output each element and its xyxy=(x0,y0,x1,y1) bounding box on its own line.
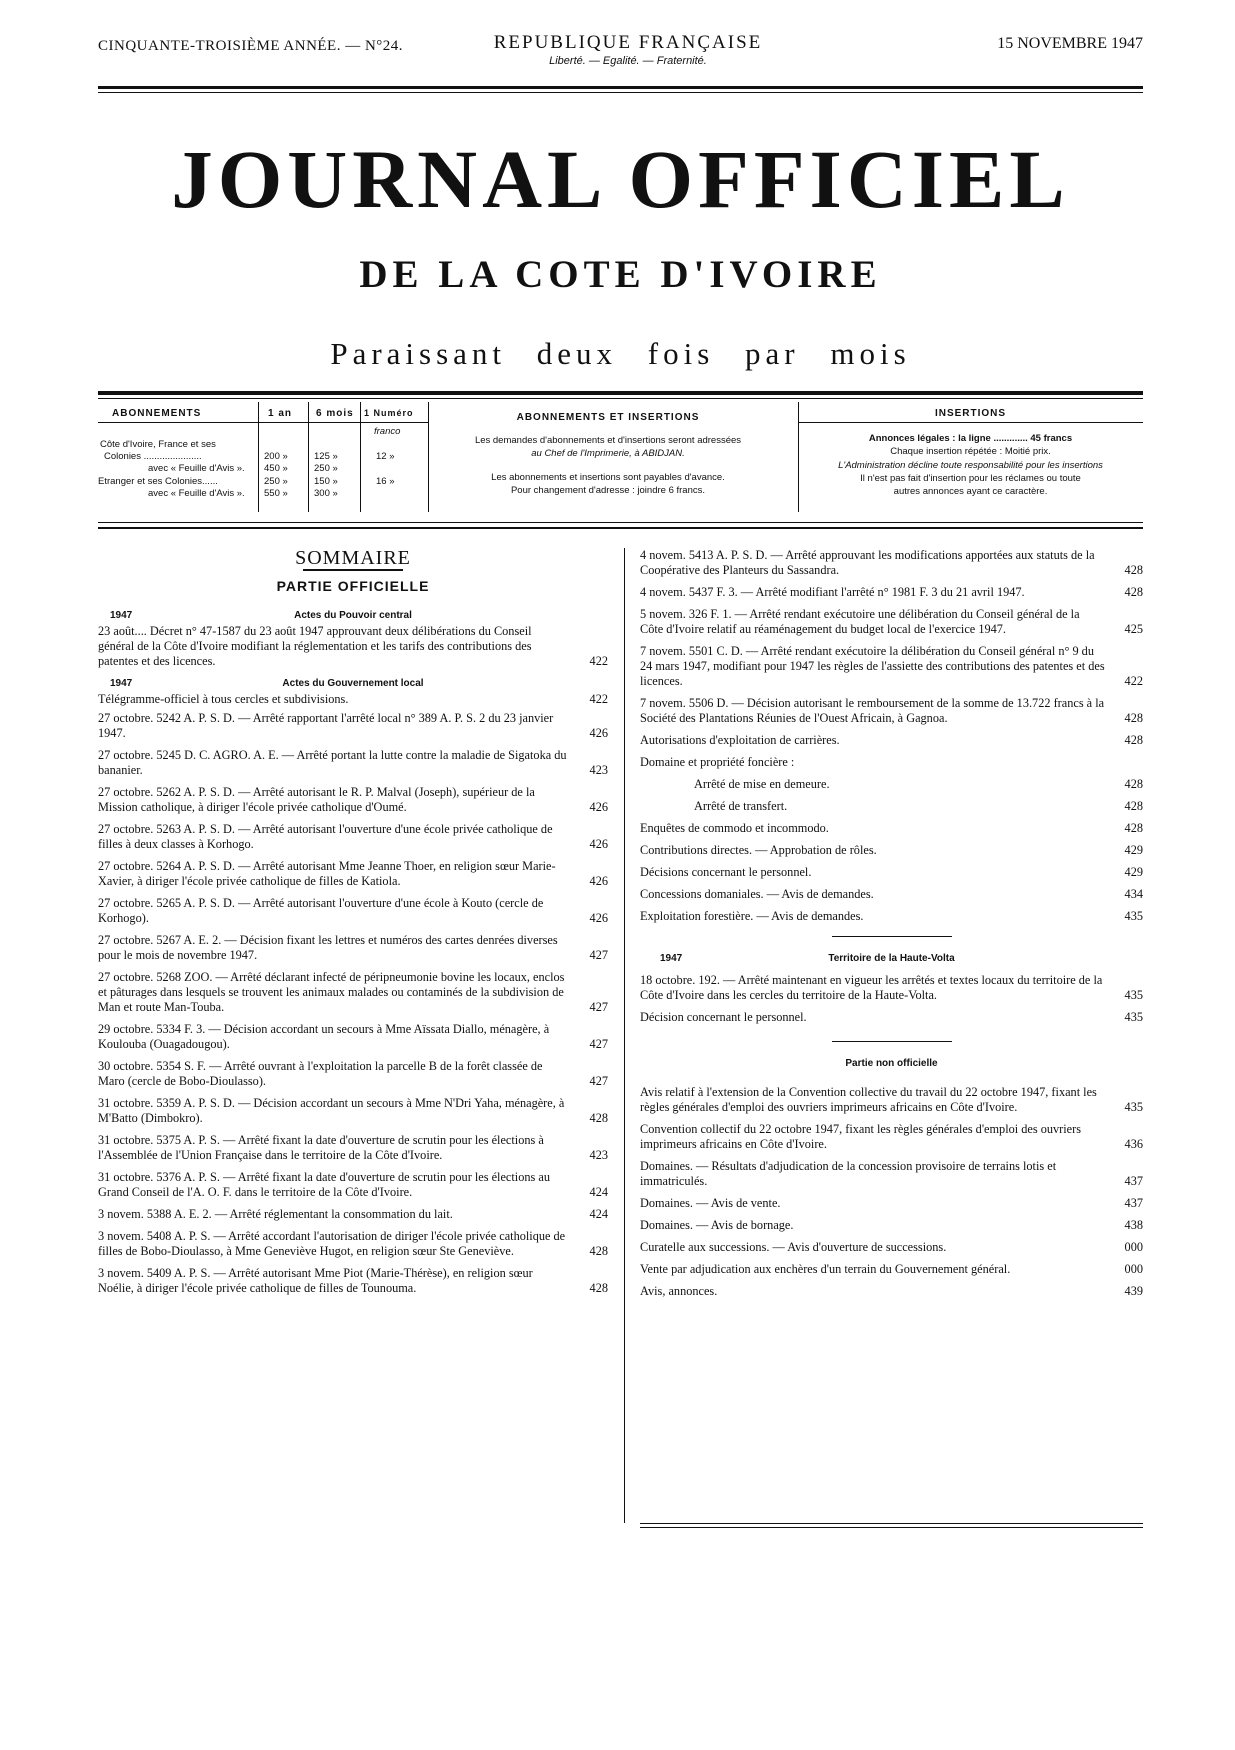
page-number: 422 xyxy=(589,692,608,706)
tarif-cell: 450 » xyxy=(264,463,288,474)
entry-text: 5264 A. P. S. D. — Arrêté autorisant Mme Jeanne Thoer, en religion sœur Marie-Xavier, à diriger l'école privée catholique de filles de Katiola. xyxy=(98,859,556,888)
toc-item xyxy=(640,865,1143,880)
section-divider xyxy=(832,936,952,937)
tarif-row-label: avec « Feuille d'Avis ». xyxy=(148,463,245,474)
tarif-cell: 125 » xyxy=(314,451,338,462)
toc-item-text: Avis, annonces. xyxy=(640,1284,718,1298)
page-number: 423 xyxy=(589,1148,608,1162)
entry-text: Décret n° 47-1587 du 23 août 1947 approuvant deux délibérations du Conseil général de la Côte d'Ivoire modifiant la réglementation et les tarifs des contributions des patentes et des licences. xyxy=(98,624,532,668)
toc-item-text: Autorisations d'exploitation de carrières. xyxy=(640,733,840,747)
page-number: 426 xyxy=(589,800,608,814)
page-number: 426 xyxy=(589,911,608,925)
page-number: 435 xyxy=(1124,909,1143,923)
toc-item-text: Vente par adjudication aux enchères d'un terrain du Gouvernement général. xyxy=(640,1262,1011,1276)
toc-item-text: Curatelle aux successions. — Avis d'ouverture de successions. xyxy=(640,1240,947,1254)
toc-entry xyxy=(98,896,608,926)
journal-subtitle: DE LA COTE D'IVOIRE xyxy=(359,253,882,296)
sommaire-underline xyxy=(303,569,403,571)
insertions-heading: INSERTIONS xyxy=(934,408,1007,419)
tarif-row-label: Etranger et ses Colonies...... xyxy=(98,476,218,487)
tarif-row-label: Colonies ...................... xyxy=(104,451,202,462)
toc-item xyxy=(640,909,1143,924)
insertion-line: Chaque insertion répétée : Moitié prix. xyxy=(890,446,1051,457)
page-number: 000 xyxy=(1124,1262,1143,1276)
entry-text: 5242 A. P. S. D. — Arrêté rapportant l'arrêté local n° 389 A. P. S. 2 du 23 janvier 1947. xyxy=(98,711,554,740)
top-rule-thin xyxy=(98,92,1143,93)
tarif-cell: 200 » xyxy=(264,451,288,462)
toc-item-text: Domaines. — Avis de bornage. xyxy=(640,1218,794,1232)
toc-item-text: Décision concernant le personnel. xyxy=(640,1010,807,1024)
entry-date: 7 novem. xyxy=(640,644,686,658)
entry-text: 5409 A. P. S. — Arrêté autorisant Mme Piot (Marie-Thérèse), en religion sœur Noélie, à diriger l'école privée catholique de filles de Tounouma. xyxy=(98,1266,533,1295)
toc-item-text: Arrêté de transfert. xyxy=(694,799,788,813)
entry-date: 31 octobre. xyxy=(98,1096,154,1110)
col-six-months: 6 mois xyxy=(316,408,354,419)
page-number: 428 xyxy=(1124,711,1143,725)
entry-text: 5413 A. P. S. D. — Arrêté approuvant les modifications apportées aux statuts de la Coopérative des Planteurs du Sassandra. xyxy=(640,548,1095,577)
entry-date: 18 octobre. xyxy=(640,973,696,987)
toc-entry xyxy=(640,548,1143,578)
table-bottom-rule xyxy=(98,522,1143,523)
toc-entry xyxy=(98,859,608,889)
tarif-cell: 300 » xyxy=(314,488,338,499)
toc-item xyxy=(640,1085,1143,1115)
page-number: 426 xyxy=(589,874,608,888)
toc-item xyxy=(640,1122,1143,1152)
journal-title: JOURNAL OFFICIEL xyxy=(171,133,1070,225)
toc-item-text: Concessions domaniales. — Avis de demandes. xyxy=(640,887,874,901)
toc-entry xyxy=(98,1229,608,1259)
page-number: 428 xyxy=(589,1281,608,1295)
entry-text: 5437 F. 3. — Arrêté modifiant l'arrêté n° 1981 F. 3 du 21 avril 1947. xyxy=(688,585,1025,599)
page-number: 435 xyxy=(1124,988,1143,1002)
toc-entry xyxy=(98,748,608,778)
toc-entry xyxy=(98,1059,608,1089)
page-number: 436 xyxy=(1124,1137,1143,1151)
section-year: 1947 xyxy=(110,610,133,621)
toc-item xyxy=(640,1262,1143,1277)
page-number: 437 xyxy=(1124,1174,1143,1188)
toc-item xyxy=(640,821,1143,836)
entry-text: 5506 D. — Décision autorisant le remboursement de la somme de 13.722 francs à la Société des Plantations Réunies de l'Ouest Africain, à Gagnoa. xyxy=(640,696,1105,725)
page-number: 423 xyxy=(589,763,608,777)
column-bottom-rule-2 xyxy=(640,1527,1143,1528)
toc-item-text: Enquêtes de commodo et incommodo. xyxy=(640,821,829,835)
partie-officielle-heading: PARTIE OFFICIELLE xyxy=(276,578,430,594)
toc-item-text: Avis relatif à l'extension de la Convention collective du travail du 22 octobre 1947, fixant les règles générales d'emploi des ouvriers imprimeurs africains en Côte d'Ivoire. xyxy=(640,1085,1097,1114)
page-number: 427 xyxy=(589,1037,608,1051)
page-number: 426 xyxy=(589,837,608,851)
section-year: 1947 xyxy=(660,953,683,964)
section-heading xyxy=(98,676,608,690)
toc-entry xyxy=(98,711,608,741)
insertion-line: Annonces légales : la ligne ............. 45 francs xyxy=(868,433,1073,444)
tarif-cell: 250 » xyxy=(314,463,338,474)
toc-entry xyxy=(98,1266,608,1296)
page-number: 428 xyxy=(589,1244,608,1258)
col-one-number: 1 Numéro xyxy=(364,408,414,418)
toc-entry xyxy=(640,585,1143,600)
section-divider xyxy=(832,1041,952,1042)
toc-entry xyxy=(98,933,608,963)
entry-text: 5267 A. E. 2. — Décision fixant les lettres et numéros des cartes denrées diverses pour le mois de novembre 1947. xyxy=(98,933,558,962)
entry-text: 5388 A. E. 2. — Arrêté réglementant la consommation du lait. xyxy=(146,1207,453,1221)
page-number: 428 xyxy=(589,1111,608,1125)
col-one-year: 1 an xyxy=(268,408,293,419)
section-title: Territoire de la Haute-Volta xyxy=(828,953,955,964)
masthead-rule-thick xyxy=(98,391,1143,395)
entry-text: 5245 D. C. AGRO. A. E. — Arrêté portant la lutte contre la maladie de Sigatoka du bananier. xyxy=(98,748,567,777)
page-number: 422 xyxy=(589,654,608,668)
page-number: 439 xyxy=(1124,1284,1143,1298)
section-title: Actes du Pouvoir central xyxy=(294,610,412,621)
entry-text: 326 F. 1. — Arrêté rendant exécutoire une délibération du Conseil général de la Côte d'Ivoire relatif au réaménagement du budget local de l'exercice 1947. xyxy=(640,607,1080,636)
page-number: 428 xyxy=(1124,585,1143,599)
toc-entry xyxy=(98,822,608,852)
entry-text: 5501 C. D. — Arrêté rendant exécutoire la délibération du Conseil général n° 9 du 24 mars 1947, modifiant pour 1947 les règles de l'assiette des contributions des patentes et des licences. xyxy=(640,644,1105,688)
toc-item xyxy=(640,777,1143,792)
toc-entry xyxy=(640,973,1143,1003)
entry-text: 5408 A. P. S. — Arrêté accordant l'autorisation de diriger l'école privée catholique de filles de Bobo-Dioulasso, à Mme Geneviève Hugot, en religion sœur Ste Geneviève. xyxy=(98,1229,566,1258)
republic-motto: Liberté. — Egalité. — Fraternité. xyxy=(549,55,707,67)
section-title: Actes du Gouvernement local xyxy=(282,678,424,689)
toc-item xyxy=(640,1218,1143,1233)
page-number: 435 xyxy=(1124,1010,1143,1024)
entry-text: 5354 S. F. — Arrêté ouvrant à l'exploitation la parcelle B de la forêt classée de Maro (cercle de Bobo-Dioulasso). xyxy=(98,1059,543,1088)
toc-item xyxy=(640,1010,1143,1025)
toc-item-text: Domaine et propriété foncière : xyxy=(640,755,795,769)
republic-name: REPUBLIQUE FRANÇAISE xyxy=(493,32,763,53)
toc-entry xyxy=(98,970,608,1015)
toc-entry xyxy=(98,1133,608,1163)
toc-entry xyxy=(98,1170,608,1200)
page-number: 435 xyxy=(1124,1100,1143,1114)
abonnements-heading: ABONNEMENTS xyxy=(112,408,202,419)
toc-item-text: Exploitation forestière. — Avis de demandes. xyxy=(640,909,864,923)
entry-text: 5263 A. P. S. D. — Arrêté autorisant l'ouverture d'une école privée catholique de filles à deux classes à Korhogo. xyxy=(98,822,553,851)
page-number: 427 xyxy=(589,948,608,962)
page-number: 429 xyxy=(1124,865,1143,879)
toc-item-text: Contributions directes. — Approbation de rôles. xyxy=(640,843,877,857)
page-number: 437 xyxy=(1124,1196,1143,1210)
info-line: Les abonnements et insertions sont payables d'avance. xyxy=(491,472,725,483)
page-number: 429 xyxy=(1124,843,1143,857)
abonnements-insertions-heading: ABONNEMENTS ET INSERTIONS xyxy=(516,412,700,423)
tarif-cell: 12 » xyxy=(376,451,395,462)
insertion-line: autres annonces ayant ce caractère. xyxy=(893,486,1048,497)
sommaire-left-column xyxy=(98,548,608,1303)
issue-date: 15 NOVEMBRE 1947 xyxy=(997,35,1143,52)
page-number: 000 xyxy=(1124,1240,1143,1254)
toc-item xyxy=(640,1240,1143,1255)
toc-item xyxy=(640,1196,1143,1211)
toc-entry xyxy=(98,1207,608,1222)
toc-item xyxy=(640,843,1143,858)
entry-date: 29 octobre. xyxy=(98,1022,154,1036)
entry-date: 4 novem. xyxy=(640,548,686,562)
info-line: au Chef de l'Imprimerie, à ABIDJAN. xyxy=(531,448,685,459)
entry-date: 27 octobre. xyxy=(98,970,154,984)
entry-text: 5334 F. 3. — Décision accordant un secours à Mme Aïssata Diallo, ménagère, à Koulouba (Ouagadougou). xyxy=(98,1022,550,1051)
toc-entry xyxy=(98,624,608,669)
entry-date: 31 octobre. xyxy=(98,1133,154,1147)
table-bottom-rule-thick xyxy=(98,527,1143,529)
entry-text: 192. — Arrêté maintenant en vigueur les arrêtés et textes locaux du territoire de la Côte d'Ivoire dans les cercles du territoire de la Haute-Volta. xyxy=(640,973,1103,1002)
toc-item xyxy=(640,733,1143,748)
partie-non-officielle-heading: Partie non officielle xyxy=(845,1058,938,1069)
sommaire-title: SOMMAIRE xyxy=(295,547,411,569)
entry-date: 27 octobre. xyxy=(98,896,154,910)
subscription-table xyxy=(98,402,1143,512)
entry-text: 5268 ZOO. — Arrêté déclarant infecté de péripneumonie bovine les locaux, enclos et pâturages dans lesquels se trouvent les animaux malades ou contaminés de la subdivision de Man et route Man-Touba. xyxy=(98,970,565,1014)
toc-entry xyxy=(98,1022,608,1052)
page-number: 428 xyxy=(1124,777,1143,791)
toc-item xyxy=(640,799,1143,814)
page-number: 428 xyxy=(1124,733,1143,747)
page-number: 427 xyxy=(589,1074,608,1088)
page-number: 434 xyxy=(1124,887,1143,901)
franco-label: franco xyxy=(374,426,401,437)
entry-date: 4 novem. xyxy=(640,585,686,599)
page-number: 428 xyxy=(1124,563,1143,577)
toc-item xyxy=(640,1284,1143,1299)
page-number: 428 xyxy=(1124,821,1143,835)
entry-text: 5265 A. P. S. D. — Arrêté autorisant l'ouverture d'une école à Kouto (cercle de Korhogo). xyxy=(98,896,544,925)
tarif-row-label: avec « Feuille d'Avis ». xyxy=(148,488,245,499)
tarif-row-label: Côte d'Ivoire, France et ses xyxy=(100,439,216,450)
page-number: 438 xyxy=(1124,1218,1143,1232)
toc-entry xyxy=(98,1096,608,1126)
entry-text: Télégramme-officiel à tous cercles et subdivisions. xyxy=(98,692,349,706)
info-line: Pour changement d'adresse : joindre 6 francs. xyxy=(510,485,706,496)
insertion-line: L'Administration décline toute responsabilité pour les insertions xyxy=(838,460,1103,471)
page-number: 427 xyxy=(589,1000,608,1014)
toc-item-text: Arrêté de mise en demeure. xyxy=(694,777,830,791)
column-divider xyxy=(624,548,625,1523)
tarif-cell: 16 » xyxy=(376,476,395,487)
entry-date: 27 octobre. xyxy=(98,859,154,873)
publication-frequency: Paraissant deux fois par mois xyxy=(330,336,911,371)
entry-date: 3 novem. xyxy=(98,1207,144,1221)
entry-date: 27 octobre. xyxy=(98,785,154,799)
entry-date: 27 octobre. xyxy=(98,711,154,725)
entry-date: 30 octobre. xyxy=(98,1059,154,1073)
section-year: 1947 xyxy=(110,678,133,689)
entry-text: 5375 A. P. S. — Arrêté fixant la date d'ouverture de scrutin pour les élections à l'Assemblée de l'Union Française dans le territoire de la Côte d'Ivoire. xyxy=(98,1133,544,1162)
toc-entry xyxy=(640,696,1143,726)
entry-date: 31 octobre. xyxy=(98,1170,154,1184)
toc-item-text: Domaines. — Résultats d'adjudication de la concession provisoire de terrains lotis et immatriculés. xyxy=(640,1159,1057,1188)
toc-entry xyxy=(640,644,1143,689)
entry-date: 7 novem. xyxy=(640,696,686,710)
entry-date: 23 août.... xyxy=(98,624,147,638)
issue-number: CINQUANTE-TROISIÈME ANNÉE. — N°24. xyxy=(98,38,404,54)
toc-item xyxy=(640,1159,1143,1189)
republic-block xyxy=(478,32,778,67)
toc-item xyxy=(640,755,1143,770)
page-number: 422 xyxy=(1124,674,1143,688)
masthead-rule-thin xyxy=(98,398,1143,399)
top-header xyxy=(98,32,1143,76)
section-heading xyxy=(640,951,1143,965)
entry-date: 5 novem. xyxy=(640,607,686,621)
tarif-cell: 250 » xyxy=(264,476,288,487)
entry-date: 27 octobre. xyxy=(98,933,154,947)
page-number: 424 xyxy=(589,1185,608,1199)
page-number: 424 xyxy=(589,1207,608,1221)
sommaire-right-column xyxy=(640,548,1143,1306)
entry-date: 27 octobre. xyxy=(98,822,154,836)
entry-text: 5359 A. P. S. D. — Décision accordant un secours à Mme N'Dri Yaha, ménagère, à M'Batto (Dimbokro). xyxy=(98,1096,565,1125)
info-line: Les demandes d'abonnements et d'insertions seront adressées xyxy=(474,435,742,446)
entry-date: 3 novem. xyxy=(98,1229,144,1243)
section-heading xyxy=(98,608,608,622)
toc-entry xyxy=(98,692,608,707)
toc-entry xyxy=(98,785,608,815)
entry-date: 3 novem. xyxy=(98,1266,144,1280)
toc-item-text: Décisions concernant le personnel. xyxy=(640,865,812,879)
insertion-line: Il n'est pas fait d'insertion pour les réclames ou toute xyxy=(860,473,1081,484)
toc-item xyxy=(640,887,1143,902)
page-number: 428 xyxy=(1124,799,1143,813)
entry-text: 5262 A. P. S. D. — Arrêté autorisant le R. P. Malval (Joseph), supérieur de la Mission catholique, à diriger l'école privée catholique d'Oumé. xyxy=(98,785,535,814)
toc-item-text: Domaines. — Avis de vente. xyxy=(640,1196,781,1210)
entry-text: 5376 A. P. S. — Arrêté fixant la date d'ouverture de scrutin pour les élections au Grand Conseil de l'A. O. F. dans le territoire de la Côte d'Ivoire. xyxy=(98,1170,550,1199)
tarif-cell: 150 » xyxy=(314,476,338,487)
page-number: 426 xyxy=(589,726,608,740)
toc-item-text: Convention collectif du 22 octobre 1947, fixant les règles générales d'emploi des ouvriers imprimeurs africains en Côte d'Ivoire. xyxy=(640,1122,1082,1151)
tarif-cell: 550 » xyxy=(264,488,288,499)
page-number: 425 xyxy=(1124,622,1143,636)
entry-date: 27 octobre. xyxy=(98,748,154,762)
column-bottom-rule xyxy=(640,1523,1143,1524)
top-rule-thick xyxy=(98,86,1143,89)
toc-entry xyxy=(640,607,1143,637)
